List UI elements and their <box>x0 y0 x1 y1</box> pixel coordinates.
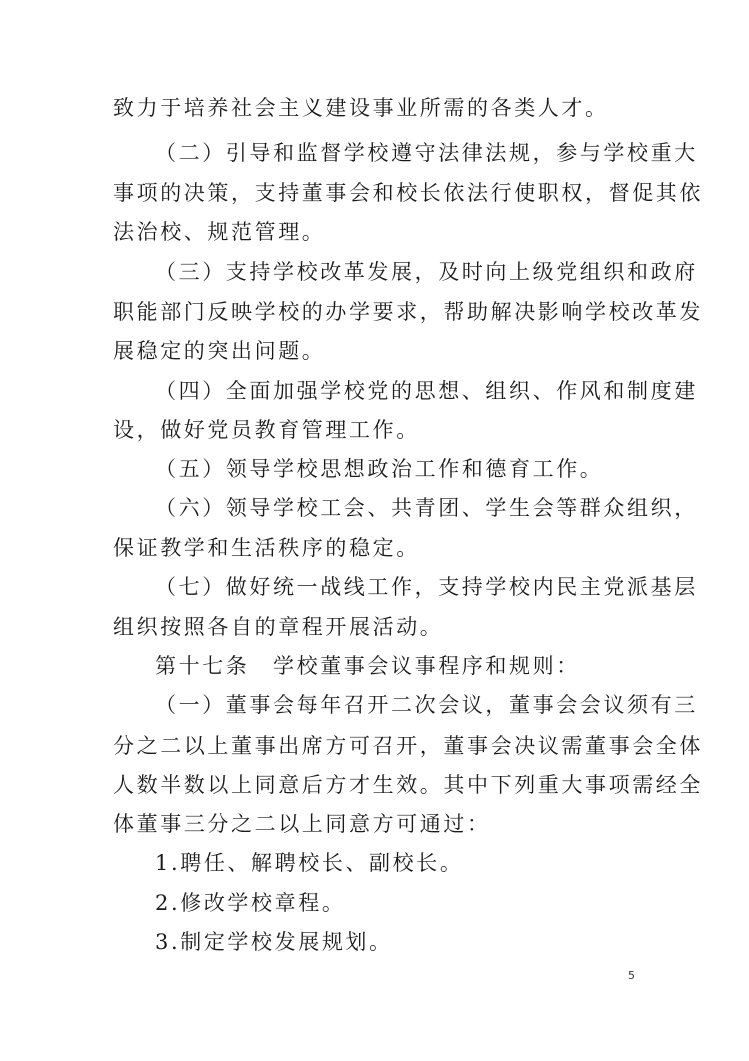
text-line: 职能部门反映学校的办学要求，帮助解决影响学校改革发 <box>113 300 703 324</box>
text-line: 组织按照各自的章程开展活动。 <box>113 615 444 639</box>
text-line: 设，做好党员教育管理工作。 <box>113 418 420 442</box>
list-item: 1.聘任、解聘校长、副校长。 <box>155 851 464 875</box>
text-line: （一）董事会每年召开二次会议，董事会会议须有三 <box>155 693 698 717</box>
text-line: 体董事三分之二以上同意方可通过： <box>113 812 491 836</box>
text-line: 保证教学和生活秩序的稳定。 <box>113 536 420 560</box>
list-item: 2.修改学校章程。 <box>155 891 346 915</box>
text-line: 法治校、规范管理。 <box>113 220 326 244</box>
text-line: 事项的决策，支持董事会和校长依法行使职权，督促其依 <box>113 181 703 205</box>
text-line: 人数半数以上同意后方才生效。其中下列重大事项需经全 <box>113 773 703 797</box>
text-line: （五）领导学校思想政治工作和德育工作。 <box>155 457 604 481</box>
text-line: （四）全面加强学校党的思想、组织、作风和制度建 <box>155 379 698 403</box>
text-line: 致力于培养社会主义建设事业所需的各类人才。 <box>113 96 609 120</box>
text-line: （六）领导学校工会、共青团、学生会等群众组织， <box>155 496 698 520</box>
text-line: 分之二以上董事出席方可召开，董事会决议需董事会全体 <box>113 734 703 758</box>
text-line: （三）支持学校改革发展，及时向上级党组织和政府 <box>155 260 698 284</box>
text-line: （二）引导和监督学校遵守法律法规，参与学校重大 <box>155 141 698 165</box>
text-line: 展稳定的突出问题。 <box>113 339 326 363</box>
text-line: （七）做好统一战线工作，支持学校内民主党派基层 <box>155 575 698 599</box>
article-heading: 第十七条 学校董事会议事程序和规则： <box>155 654 580 678</box>
list-item: 3.制定学校发展规划。 <box>155 930 393 954</box>
page-number: 5 <box>628 969 635 982</box>
